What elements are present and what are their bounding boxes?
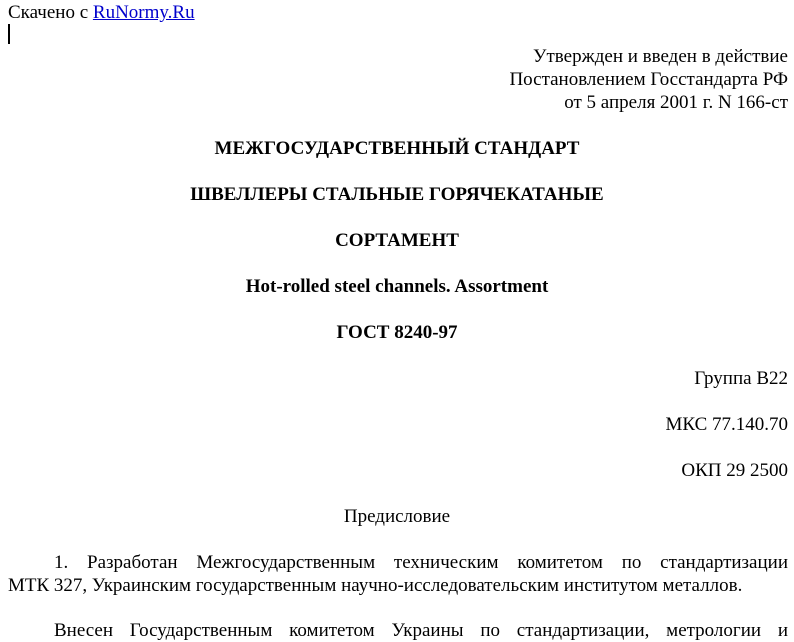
approval-line-3: от 5 апреля 2001 г. N 166-ст <box>564 92 788 113</box>
preface-paragraph-1-line-2: МТК 327, Украинским государственным научно-исследовательским институтом металлов. <box>8 575 743 596</box>
preface-paragraph-1-line-1: 1. Разработан Межгосударственным техническим комитетом по стандартизации <box>54 552 788 573</box>
standard-type-heading: МЕЖГОСУДАРСТВЕННЫЙ СТАНДАРТ <box>214 138 580 159</box>
classifier-okp: ОКП 29 2500 <box>681 460 788 481</box>
downloaded-prefix: Скачено с <box>8 2 93 23</box>
approval-line-1: Утвержден и введен в действие <box>533 46 788 67</box>
english-title: Hot-rolled steel channels. Assortment <box>245 276 549 297</box>
preface-paragraph-2-line-1: Внесен Государственным комитетом Украины по стандартизации, метрологии и <box>54 620 788 641</box>
gost-code: ГОСТ 8240-97 <box>336 322 458 343</box>
classifier-mks: МКС 77.140.70 <box>665 414 788 435</box>
standard-name-heading: ШВЕЛЛЕРЫ СТАЛЬНЫЕ ГОРЯЧЕКАТАНЫЕ <box>190 184 604 205</box>
classifier-group: Группа В22 <box>694 368 788 389</box>
approval-line-2: Постановлением Госстандарта РФ <box>509 69 788 90</box>
downloaded-from-note <box>8 2 195 24</box>
standard-subtitle: СОРТАМЕНТ <box>335 230 459 251</box>
preface-heading: Предисловие <box>343 506 451 527</box>
text-cursor <box>8 24 10 44</box>
source-link[interactable]: RuNormy.Ru <box>92 2 195 23</box>
